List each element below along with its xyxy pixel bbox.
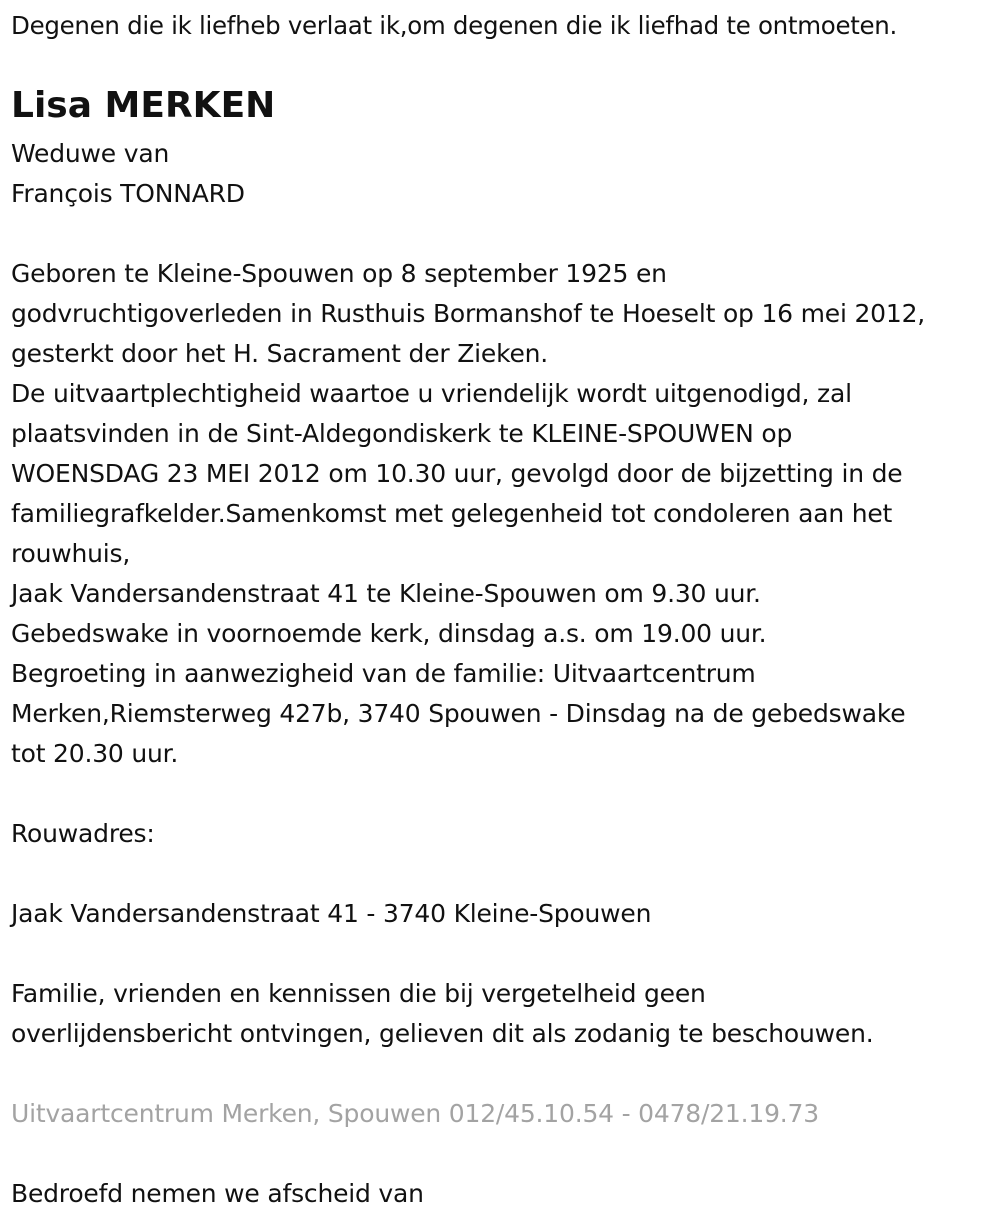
farewell-line: Bedroefd nemen we afscheid van	[11, 1179, 424, 1208]
notice-line: overlijdensbericht ontvingen, gelieven dit als zodanig te beschouwen.	[11, 1019, 874, 1048]
announcement-line: gesterkt door het H. Sacrament der Zieken.	[11, 339, 549, 368]
deceased-name: Lisa MERKEN	[11, 85, 276, 126]
announcement-line: De uitvaartplechtigheid waartoe u vriendelijk wordt uitgenodigd, zal	[11, 379, 852, 408]
announcement-line: Begroeting in aanwezigheid van de familie: Uitvaartcentrum	[11, 659, 756, 688]
announcement-line: familiegrafkelder.Samenkomst met gelegenheid tot condoleren aan het	[11, 499, 893, 528]
announcement-line: Merken,Riemsterweg 427b, 3740 Spouwen - Dinsdag na de gebedswake	[11, 699, 906, 728]
motto: Degenen die ik liefheb verlaat ik,om degenen die ik liefhad te ontmoeten.	[11, 11, 898, 40]
announcement-line: rouwhuis,	[11, 539, 131, 568]
announcement-line: Jaak Vandersandenstraat 41 te Kleine-Spouwen om 9.30 uur.	[11, 579, 761, 608]
mourning-address: Jaak Vandersandenstraat 41 - 3740 Kleine-Spouwen	[11, 899, 652, 928]
announcement-line: plaatsvinden in de Sint-Aldegondiskerk te KLEINE-SPOUWEN op	[11, 419, 793, 448]
announcement-line: godvruchtigoverleden in Rusthuis Bormanshof te Hoeselt op 16 mei 2012,	[11, 299, 926, 328]
mourning-address-label: Rouwadres:	[11, 819, 155, 848]
widow-line: Weduwe van	[11, 139, 170, 168]
announcement-line: tot 20.30 uur.	[11, 739, 179, 768]
announcement-line: Gebedswake in voornoemde kerk, dinsdag a.s. om 19.00 uur.	[11, 619, 767, 648]
announcement-line: Geboren te Kleine-Spouwen op 8 september 1925 en	[11, 259, 667, 288]
notice-line: Familie, vrienden en kennissen die bij vergetelheid geen	[11, 979, 706, 1008]
spouse-name: François TONNARD	[11, 179, 245, 208]
announcement-line: WOENSDAG 23 MEI 2012 om 10.30 uur, gevolgd door de bijzetting in de	[11, 459, 903, 488]
funeral-home-contact: Uitvaartcentrum Merken, Spouwen 012/45.10.54 - 0478/21.19.73	[11, 1099, 819, 1128]
